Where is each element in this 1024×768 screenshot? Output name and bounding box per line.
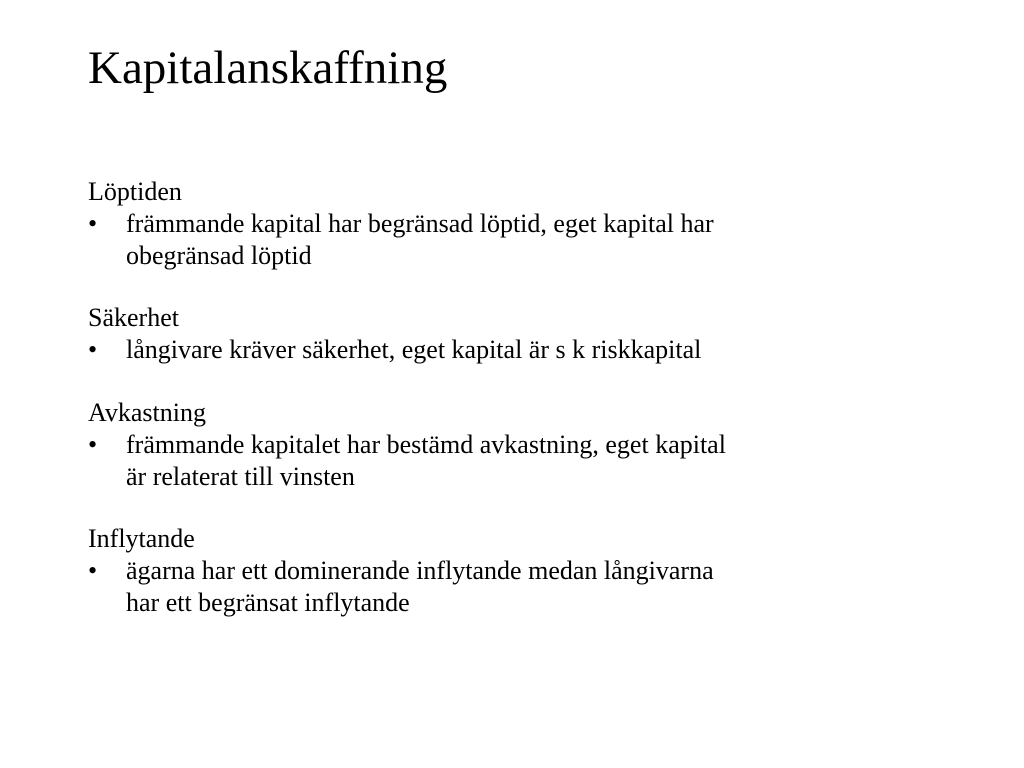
bullet-item bbox=[88, 334, 948, 366]
section-heading: Löptiden bbox=[88, 177, 182, 206]
bullet-text-line: är relaterat till vinsten bbox=[126, 462, 355, 491]
bullet-text-line: har ett begränsat inflytande bbox=[126, 588, 410, 617]
section-heading: Säkerhet bbox=[88, 303, 179, 332]
bullet-dot-icon: • bbox=[88, 209, 98, 238]
section-loptiden bbox=[88, 176, 948, 272]
section-avkastning bbox=[88, 397, 948, 493]
bullet-text-line: obegränsad löptid bbox=[126, 241, 312, 270]
section-inflytande bbox=[88, 523, 948, 619]
section-heading: Inflytande bbox=[88, 524, 195, 553]
section-sakerhet bbox=[88, 302, 948, 366]
bullet-dot-icon: • bbox=[88, 430, 98, 459]
bullet-text-line: ägarna har ett dominerande inflytande medan långivarna bbox=[126, 556, 714, 585]
section-heading: Avkastning bbox=[88, 398, 206, 427]
bullet-dot-icon: • bbox=[88, 556, 98, 585]
bullet-text-line: främmande kapital har begränsad löptid, eget kapital har bbox=[126, 209, 714, 238]
bullet-item bbox=[88, 429, 948, 493]
bullet-dot-icon: • bbox=[88, 335, 98, 364]
bullet-text-line: långivare kräver säkerhet, eget kapital är s k riskkapital bbox=[126, 335, 702, 364]
slide-content bbox=[88, 176, 948, 649]
bullet-item bbox=[88, 555, 948, 619]
bullet-text-line: främmande kapitalet har bestämd avkastning, eget kapital bbox=[126, 430, 726, 459]
bullet-item bbox=[88, 208, 948, 272]
slide-title: Kapitalanskaffning bbox=[88, 42, 448, 94]
